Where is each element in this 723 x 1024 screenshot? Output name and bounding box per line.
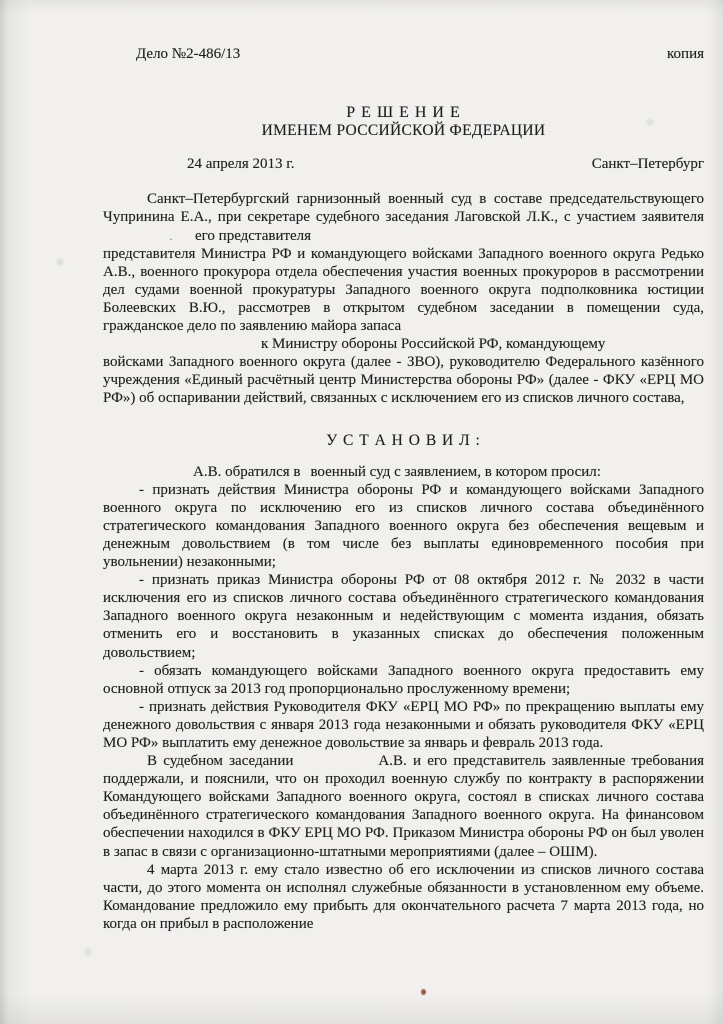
scan-artifact-dot [421, 989, 426, 995]
hearing-initials: А.В. [378, 753, 407, 770]
hearing-paragraph [103, 752, 704, 861]
intro-seg4: к Министру обороны Российской РФ, командующему [261, 336, 606, 353]
decision-subtitle: ИМЕНЕМ РОССИЙСКОЙ ФЕДЕРАЦИИ [261, 122, 546, 140]
text-column [103, 0, 704, 933]
final-paragraph: 4 марта 2013 г. ему стало известно об его исключении из списков личного состава части, до этого момента он исполнял служебные обязанности в установленном ему объеме. Командование предложило ему прибыть для окончательного расчета 7 марта 2013 года, но когда он прибыл в расположение [103, 861, 704, 932]
claim-item-1: - признать действия Министра обороны РФ и командующего войсками Западного военного округа по исключению его из списков личного состава объединённого стратегического командования Западного военного округа без обеспечения вещевым и денежным довольствием (в том числе без выплаты единовременного пособия при увольнении) незаконными; [103, 481, 704, 571]
redacted-name-gap [103, 227, 195, 245]
intro-seg5: войсками Западного военного округа (далее - ЗВО), руководителю Федерального казённого учреждения «Единый расчётный центр Министерства обороны РФ» (далее - ФКУ «ЕРЦ МО РФ») об оспаривании действий, связанных с исключением его из списков личного состава, [103, 354, 704, 407]
petition-opening-seg1: обратился в [225, 463, 301, 480]
decision-city: Санкт–Петербург [591, 156, 704, 173]
claim-item-2: - признать приказ Министра обороны РФ от 08 октября 2012 г. № 2032 в части исключения его из списков личного состава объединённого стратегического командования Западного военного округа незаконным и недействующим с момента издания, обязать отменить его и восстановить в указанных списках до обеспечения положенным довольствием; [103, 572, 704, 661]
case-number: Дело №2-486/13 [136, 46, 241, 62]
intro-seg3: представителя Министра РФ и командующего войсками Западного военного округа Редько А.В., военного прокурора отдела обеспечения участия военных прокуроров в рассмотрении дел судами военной прокуратуры Западного военного округа подполковника юстиции Болеевских В.Ю., рассмотрев в открытом судебном заседании в помещении суда, гражданское дело по заявлению майора запаса [103, 245, 704, 335]
date-row [103, 155, 704, 173]
petition-opening-seg2: военный суд с заявлением, в котором просил: [310, 463, 601, 480]
intro-seg2: его представителя [195, 227, 312, 244]
petition-initials: А.В. [193, 463, 222, 480]
hearing-seg2: и его представитель заявленные требования поддержали, и пояснили, что он проходил военную службу по контракту в распоряжении Командующего войсками Западного военного округа, состоял в списках личного состава объединённого стратегического командования Западного военного округа. На финансовом обеспечении находился в ФКУ ЕРЦ МО РФ. Приказом Министра обороны РФ он был уволен в запас в связи с организационно-штатными мероприятиями (далее – ОШМ). [103, 753, 704, 860]
hearing-seg1: В судебном заседании [147, 753, 294, 770]
redaction-dot: . [169, 228, 173, 243]
claim-item-4: - признать действия Руководителя ФКУ «ЕРЦ МО РФ» по прекращению выплаты ему денежного довольствия с января 2013 года незаконными и обязать руководителя ФКУ «ЕРЦ МО РФ» выплатить ему денежное довольствие за январь и февраль 2013 года. [103, 698, 704, 751]
title-block [103, 104, 704, 140]
intro-paragraph [103, 190, 704, 407]
intro-seg1: Санкт–Петербургский гарнизонный военный суд в составе председательствующего Чупринина Е.А., при секретаре судебного заседания Лаговской Л.К., с участием заявителя [103, 191, 704, 226]
petition-opening [103, 463, 704, 481]
claim-item-3: - обязать командующего войсками Западного военного округа предоставить ему основной отпуск за 2013 год пропорционально прослуженному времени; [103, 662, 704, 697]
decision-title: Р Е Ш Е Н И Е [346, 104, 461, 122]
copy-label: копия [667, 46, 704, 62]
ustanovil-heading: У С Т А Н О В И Л : [326, 431, 481, 449]
decision-date: 24 апреля 2013 г. [187, 156, 295, 173]
page-header [103, 0, 704, 63]
